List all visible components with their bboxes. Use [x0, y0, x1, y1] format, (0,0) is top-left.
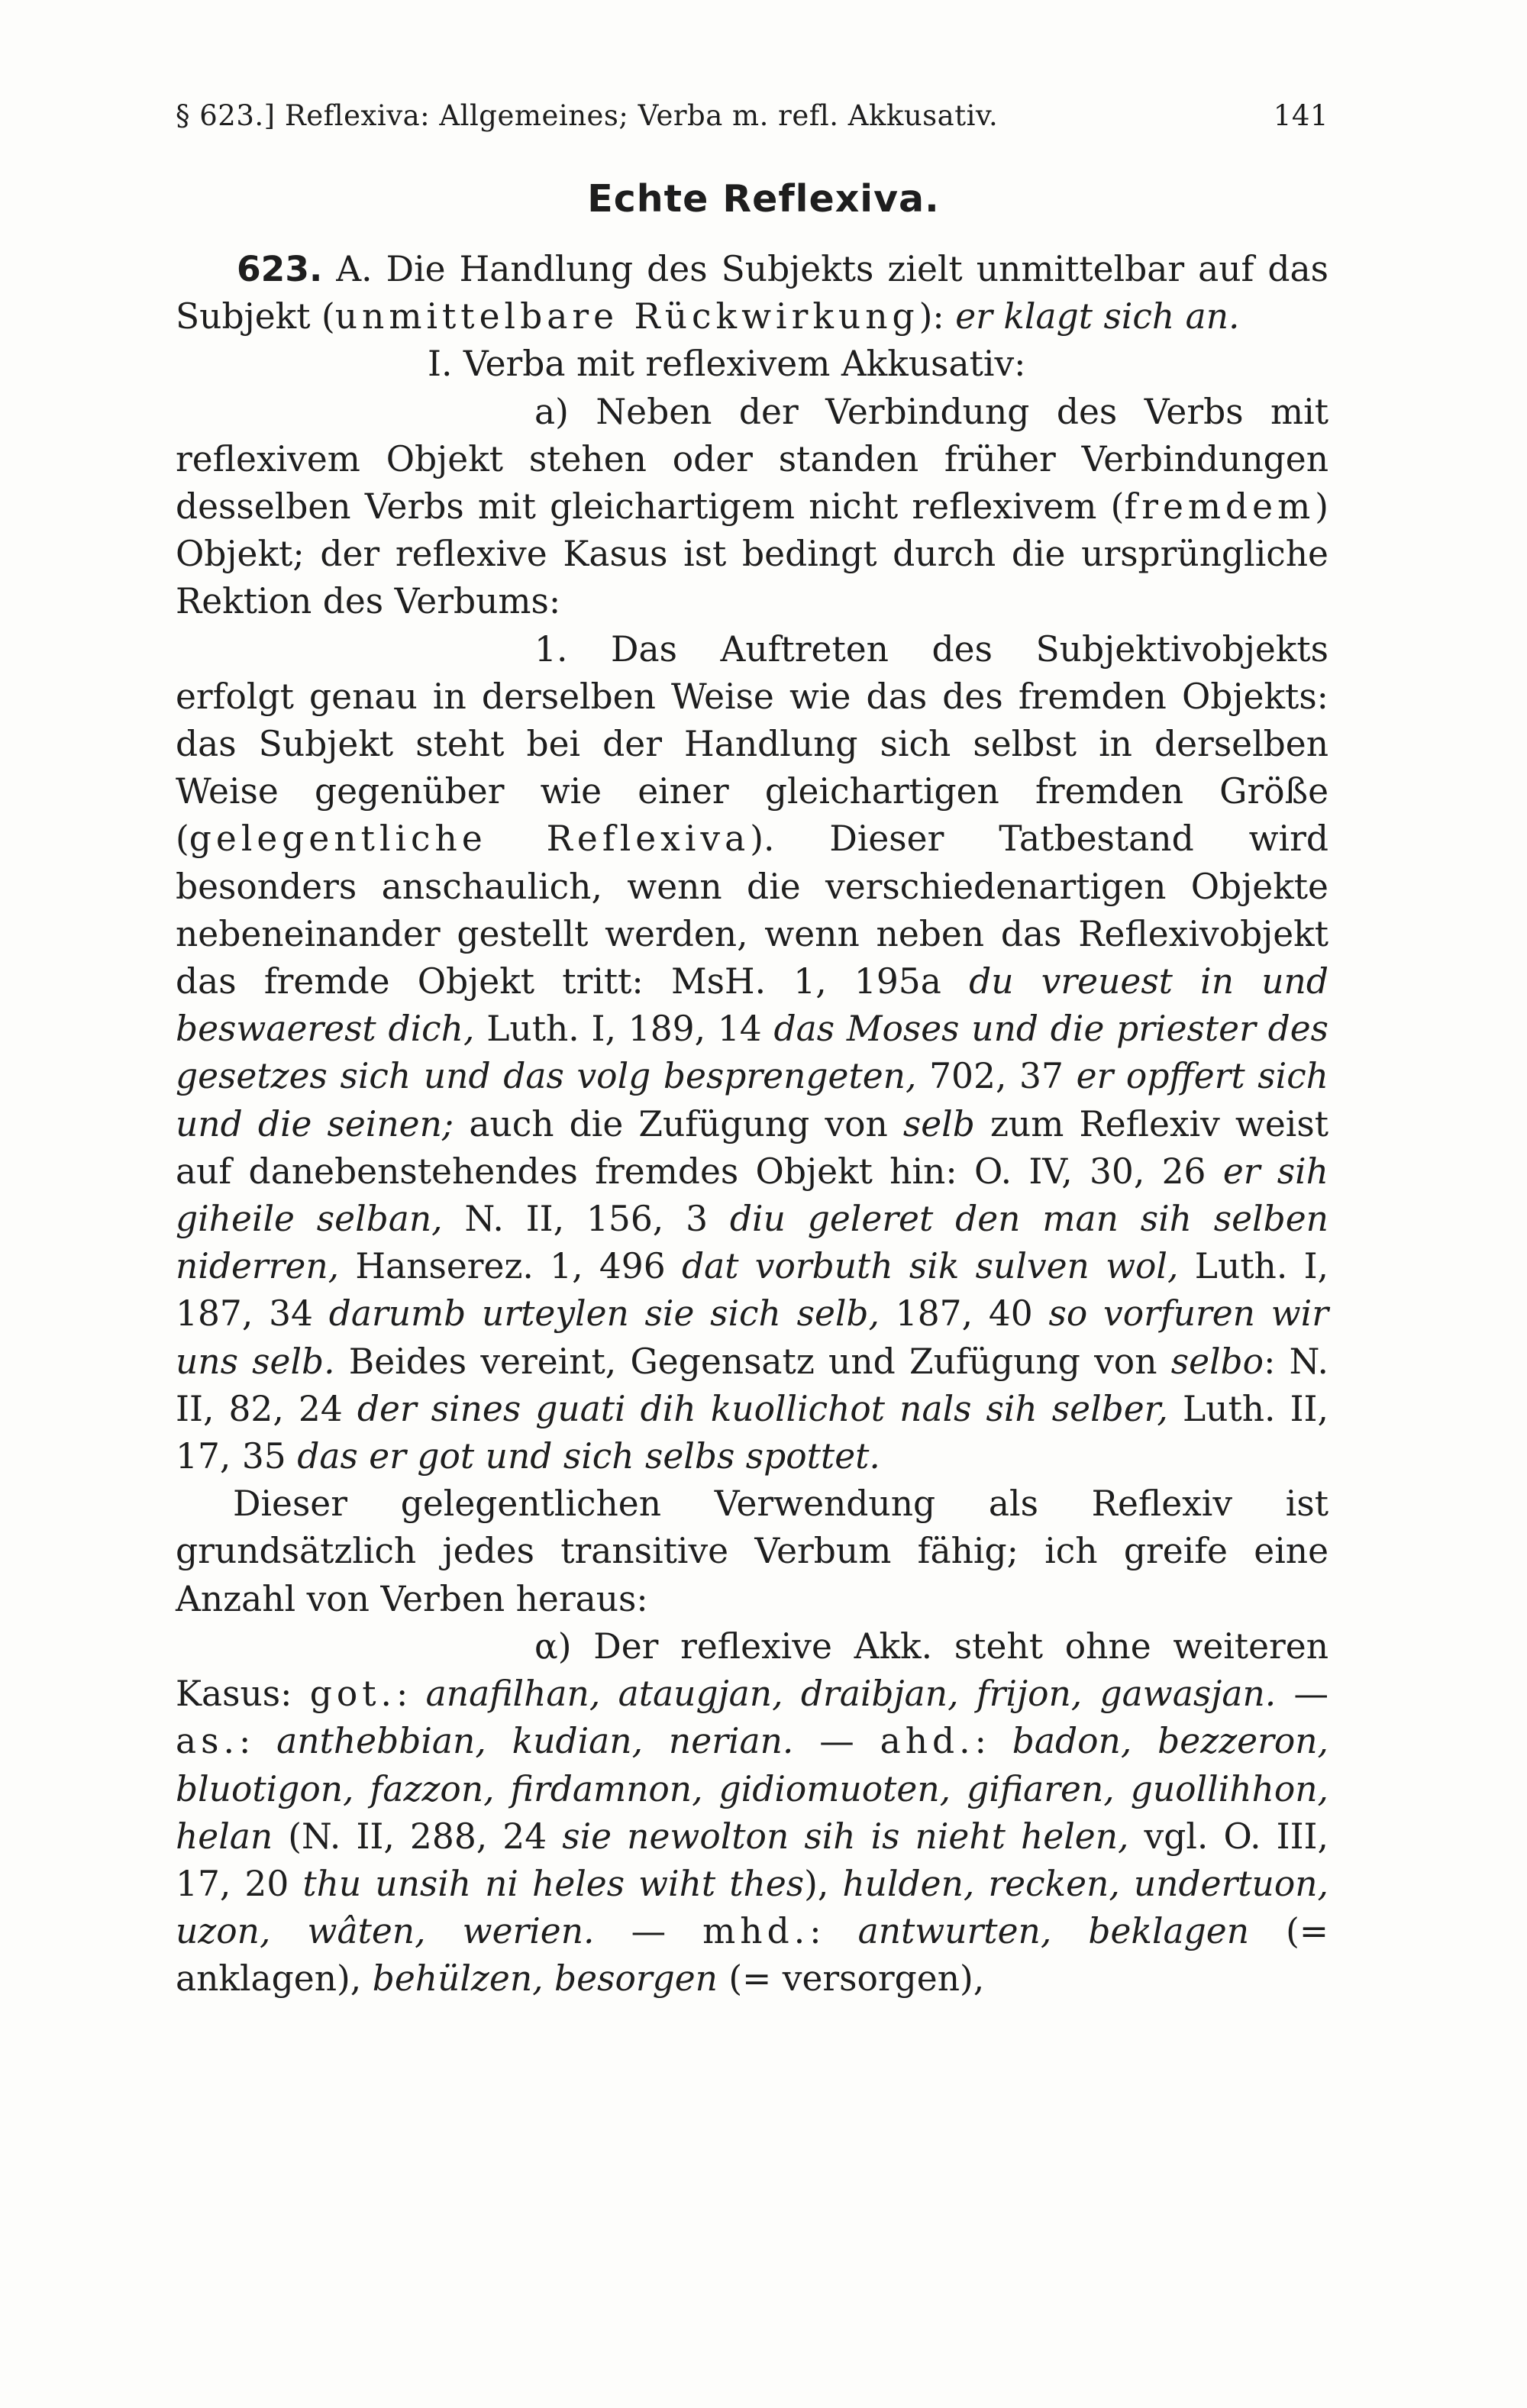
section-number: 623.	[237, 249, 323, 289]
example: er sih giheile selban,	[176, 1151, 1328, 1240]
text-run: —	[793, 1721, 880, 1762]
text-run: A. Die Handlung des Subjekts zielt unmittelbar auf das Subjekt (	[176, 249, 1328, 337]
text-run: Beides vereint, Gegensatz und Zufügung von	[334, 1341, 1171, 1382]
spaced-term: gelegentliche Reflexiva	[189, 818, 751, 860]
text-run: ). Dieser Tatbestand wird besonders anschaulich, wenn die verschiedenartigen Objekte nebeneinander gestellt werden, wenn neben das Reflexivobjekt das fremde Objekt tritt: MsH. 1, 195a	[176, 818, 1328, 1002]
example: diu geleret den man sih selben niderren,	[176, 1199, 1328, 1287]
paragraph-623	[176, 246, 1328, 341]
example: dat vorbuth sik sulven wol,	[681, 1246, 1179, 1287]
paragraph-alpha	[176, 1623, 1328, 2003]
example: der sines guati dih kuollichot nals sih selber,	[357, 1388, 1168, 1429]
example: darumb urteylen sie sich selb,	[328, 1293, 880, 1335]
paragraph-1	[176, 626, 1328, 1481]
example: er klagt sich an.	[955, 296, 1240, 337]
spaced-term: unmittelbare Rückwirkung	[334, 296, 919, 337]
paragraph-dieser: Dieser gelegentlichen Verwendung als Reflexiv ist grundsätzlich jedes transitive Verbum fähig; ich greife eine Anzahl von Verben heraus:	[176, 1483, 1328, 1619]
spaced-term: mhd.	[702, 1911, 810, 1952]
text-run: a) Neben der Verbindung des Verbs mit reflexivem Objekt stehen oder standen früher Verbindungen desselben Verbs mit gleichartigem nicht reflexivem (	[176, 391, 1328, 528]
running-header	[176, 99, 1328, 132]
example: das Moses und die priester des gesetzes sich und das volg besprengeten,	[176, 1009, 1329, 1097]
text-run: :	[809, 1911, 858, 1952]
example: behülzen, besorgen	[372, 1958, 718, 2000]
text-run: —	[1276, 1674, 1329, 1715]
example: anafilhan, ataugjan, draibjan, frijon, gawasjan.	[425, 1674, 1277, 1715]
text-run: Luth. I, 187, 34	[176, 1246, 1329, 1335]
text-run: (= anklagen),	[176, 1911, 1328, 2000]
text-run: :	[974, 1721, 1012, 1762]
text-run: vgl. O. III, 17, 20	[176, 1816, 1328, 1904]
text-run: zum Reflexiv weist auf danebenstehendes fremdes Objekt hin: O. IV, 30, 26	[176, 1103, 1328, 1192]
example: so vorfuren wir uns selb.	[176, 1293, 1328, 1382]
example: sie newolton sih is nieht helen,	[562, 1816, 1129, 1857]
header-section-title: § 623.] Reflexiva: Allgemeines; Verba m. refl. Akkusativ.	[176, 99, 999, 132]
spaced-term: ahd.	[880, 1721, 975, 1762]
spaced-term: fremdem	[1124, 486, 1316, 528]
text-run: Hanserez. 1, 496	[339, 1246, 682, 1287]
example: badon, bezzeron, bluotigon, fazzon, firdamnon, gidiomuoten, gifiaren, guollihhon, helan	[176, 1721, 1329, 1857]
example: thu unsih ni heles wiht thes	[302, 1863, 805, 1904]
example: hulden, recken, undertuon, uzon, wâten, werien.	[176, 1863, 1329, 1952]
text-run: Luth. II, 17, 35	[176, 1388, 1328, 1477]
text-run: α) Der reflexive Akk. steht ohne weiteren Kasus:	[176, 1625, 1328, 1715]
text-run: 702, 37	[916, 1056, 1077, 1097]
example: antwurten, beklagen	[857, 1911, 1250, 1952]
text-run: ),	[804, 1863, 843, 1904]
text-run: Luth. I, 189, 14	[474, 1009, 774, 1050]
text-run: auch die Zufügung von	[454, 1103, 903, 1144]
example: selbo	[1170, 1341, 1264, 1382]
text-run: 187, 40	[880, 1293, 1049, 1335]
text-run: (N. II, 288, 24	[273, 1816, 563, 1857]
example: anthebbian, kudian, nerian.	[276, 1721, 794, 1762]
section-heading: Echte Reflexiva.	[587, 177, 940, 221]
text-run: N. II, 156, 3	[442, 1199, 730, 1240]
example: selb	[902, 1103, 975, 1144]
body-text	[176, 246, 1328, 2003]
spaced-term: as.	[176, 1721, 239, 1762]
text-run: :	[238, 1721, 277, 1762]
example: das er got und sich selbs spottet.	[297, 1436, 880, 1477]
text-run: (= versorgen),	[717, 1958, 985, 2000]
page-number: 141	[1273, 99, 1328, 132]
text-run: —	[594, 1911, 703, 1952]
text-run: :	[396, 1674, 426, 1715]
paragraph-verba: I. Verba mit reflexivem Akkusativ:	[428, 344, 1026, 385]
text-run: 1. Das Auftreten des Subjektivobjekts erfolgt genau in derselben Weise wie das des fremden Objekts: das Subjekt steht bei der Handlung sich selbst in derselben Weise gegenüber wie einer gleichartigen fremden Größe (	[176, 628, 1328, 860]
text-run: ) Objekt; der reflexive Kasus ist bedingt durch die ursprüngliche Rektion des Verbums:	[176, 486, 1328, 622]
spaced-term: got.	[309, 1674, 397, 1715]
paragraph-a	[176, 389, 1328, 626]
text-run: ):	[918, 296, 956, 337]
text-run: : N. II, 82, 24	[176, 1341, 1328, 1429]
example: er opffert sich und die seinen;	[176, 1056, 1328, 1144]
example: du vreuest in und beswaerest dich,	[176, 961, 1328, 1050]
